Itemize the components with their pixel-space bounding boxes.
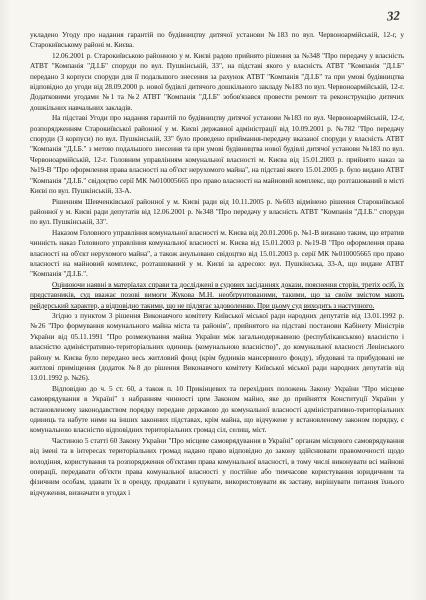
paragraph: Відповідно до ч. 5 ст. 60, а також п. 10 Прикінцевих та перехідних положень Закону України "Про місцеве самоврядування в Україні" з набранням чинності цим Законом майно, яке до прийняття Конституції України у встановленому законодавством порядку передане державою до комунальної власності адміністративно-територіальних одиниць та набуте ними на інших законних підставах, крім майна, що відчужене у встановленому законом порядку, є комунальною власністю відповідних територіальних громад сіл, селищ, міст.	[30, 383, 404, 435]
paragraph: Згідно з пунктом 3 рішення Виконавчого комітету Київської міської ради народних депутатів від 13.01.1992 р. №26 "Про формування комунального майна міста та районів", прийнятого на підставі постанови Кабінету Міністрів України від 05.11.1991 "Про розмежування майна України між загальнодержавною (республіканською) власністю і власністю адміністративно-територіальних одиниць (комунальною власністю)", до комунальної власності Ленінського району м. Києва було передано весь житловий фонд (крім будинків мансервного фонду), збудовані та прибудовані не житлові приміщення (додаток №8 до рішення Виконавчого комітету Київської міської ради народних депутатів від 13.01.1992 р. №26).	[30, 310, 404, 383]
paragraph: 12.06.2001 р. Старокиївською районною у м. Києві радою прийнято рішення за №348 "Про передачу у власність АТВТ "Компанія "Д.І.Б" споруди по вул. Пушкінській, 33", на підставі якого у власність АТВТ "Компанія "Д.І.Б" передано 3 корпуси споруди для її подальшого знесення за рахунок АТВТ "Компанія "Д.І.Б" та при умові будівництва відповідно до угоди від 28.09.2000 р. нової будівлі дитячого дошкільного закладу №183 по вул. Червоноармійській, 12-г. Додатковими угодами №1 та №2 АТВТ "Компанія "Д.І.Б" зобов'язався провести ремонт та реконструкцію дитячих дошкільних навчальних закладів.	[30, 50, 404, 112]
paragraph: На підставі Угоди про надання гарантій по будівництву дитячої установи №183 по вул. Червоноармійській, 12-г, розпорядженням Старокиївської районної у м. Києві державної адміністрації від 10.09.2001 р. №782 "Про передачу споруди (3 корпуси) по вул. Пушкінській, 33" було проведено приймання-передачу вказаної споруди у власність АТВТ "Компанія "Д.І.Б." з метою подальшого знесення та при умові будівництва нової будівлі дитячої установи №183 по вул. Червоноармійській, 12-г. Головним управлінням комунальної власності м. Києва від 15.01.2003 р. прийнято наказ за №19-В "Про оформлення права власності на об'єкт нерухомого майна", на підставі якого 15.01.2005 р. було видано АТВТ "Компанія "Д.І.Б." свідоцтво серії МК №010005665 про право власності на майновий комплекс, що розташований в місті Києві по вул. Пушкінській, 33-А.	[30, 113, 404, 196]
paragraph: Частиною 5 статті 60 Закону України "Про місцеве самоврядування в Україні" органам місцевого самоврядування від імені та в інтересах територіальних громад надано право відповідно до закону здійснювати правомочності щодо володіння, користування та розпорядження об'єктами права комунальної власності, в тому числі виконувати всі майнові операції, передавати об'єкти права комунальної власності у постійне або тимчасове користування юридичним та фізичним особам, здавати їх в оренду, продавати і купувати, використовувати як заставу, вирішувати питання їхнього відчуження, визначати в угодах і	[30, 435, 404, 497]
paragraph: Рішенням Шевченківської районної у м. Києві ради від 10.11.2005 р. №603 відмінено рішення Старокиївської районної у м. Києві ради депутатів від 12.06.2001 р. №348 "Про передачу у власність АТВТ "Компанія "Д.І.Б." споруди по вул. Пушкінській, 33".	[30, 196, 404, 227]
underlined-text: Оцінюючи наявні в матеріалах справи та досліджені в судових засіданнях докази, пояснення сторін, третіх осіб, їх представників, суд вважає позові вимоги Жукова М.Н. необґрунтованими, такими, що за своїм змістом мають рейдерський характер, а відповідно такими, що не підлягає задоволенню. При цьому суд виходить з наступного.	[30, 279, 404, 310]
document-body	[30, 30, 404, 498]
paragraph: укладено Угоду про надання гарантій по будівництву дитячої установи №183 по вул. Червоноармійській, 12-г, у Старокиївському районі м. Києва.	[30, 30, 404, 50]
page-number: 32	[386, 7, 401, 24]
paragraph: Наказом Головного управління комунальної власності м. Києва від 20.01.2006 р. №1-В визнано таким, що втратив чинність наказ Головного управління комунальної власності м. Києва від 15.01.2003 р. №19-В "Про оформлення права власності на об'єкт нерухомого майна", а також анульовано свідоцтво від 15.01.2003 р. серії МК №010005665 про право власності на майновий комплекс, розташований у м. Києві за адресою: вул. Пушкінська, 33-А, що видане АТВТ "Компанія "Д.І.Б.".	[30, 227, 404, 279]
paragraph	[30, 280, 404, 311]
